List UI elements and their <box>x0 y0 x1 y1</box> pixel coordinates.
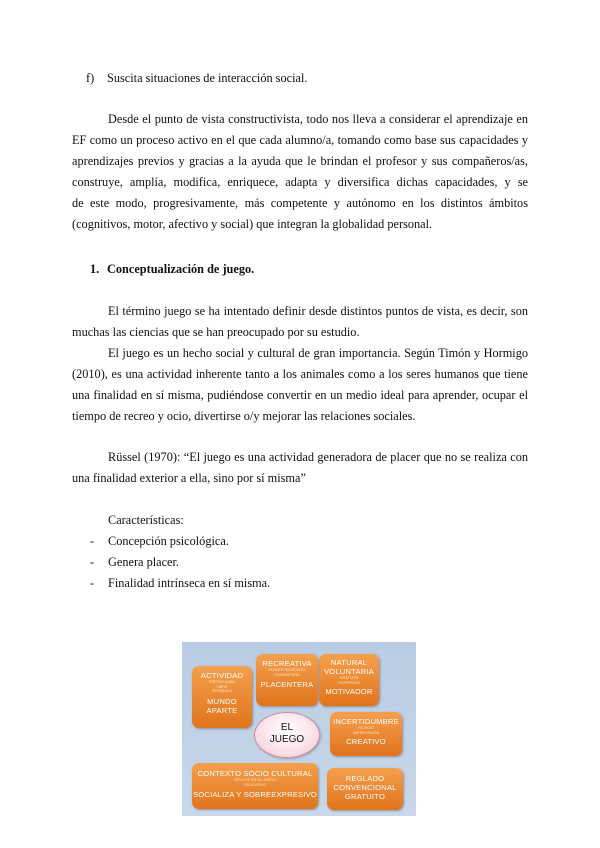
heading-number: 1. <box>90 262 100 276</box>
box-title: CONVENCIONAL <box>333 783 397 792</box>
box-title: MUNDO <box>207 696 237 706</box>
center-label: JUEGO <box>269 734 305 745</box>
paragraph-line: El juego es un hecho social y cultural de gran importancia. Según Timón y Hormigo <box>108 346 528 360</box>
box-title: GRATUITO <box>344 792 386 801</box>
box-title: VOLUNTARIA <box>324 667 374 676</box>
box-subtext: EXPRESIVA <box>338 680 360 685</box>
box-subtext: IMPROVISADA <box>352 730 380 735</box>
dash-marker: - <box>90 576 95 590</box>
box-natural <box>319 654 379 706</box>
box-subtext: FICTICIO <box>357 726 375 730</box>
dash-marker: - <box>90 555 95 569</box>
box-recreativa <box>256 654 318 706</box>
box-actividad <box>192 666 252 728</box>
list-marker: f) <box>86 71 95 85</box>
paragraph-line: (2010), es una actividad inherente tanto a los animales como a los seres humanos que tiene <box>72 367 528 381</box>
paragraph-line: de este modo, progresivamente, más competente y autónomo en los distintos ámbitos <box>72 196 528 210</box>
list-item-f <box>86 70 308 87</box>
box-title: PLACENTERA <box>260 680 314 690</box>
box-title: ACTIVIDAD <box>200 671 244 680</box>
list-item <box>90 533 229 550</box>
box-subtext: PLACER INMEDIATO <box>268 668 306 672</box>
list-item <box>90 575 271 592</box>
box-incertidumbre <box>330 712 402 756</box>
box-subtext: LIBRE <box>216 684 228 689</box>
box-title: CREATIVO <box>346 737 386 747</box>
box-subtext: SEPARADA <box>211 689 233 694</box>
paragraph-line: El término juego se ha intentado definir desde distintos puntos de vista, es decir, son <box>108 304 528 318</box>
list-item-text: Suscita situaciones de interacción social. <box>107 71 308 85</box>
box-title: CONTEXTO SOCIO CULTURAL <box>197 769 313 778</box>
characteristics-title: Características: <box>108 513 184 527</box>
box-title: SOCIALIZA Y SOBREEXPRESIVO <box>193 790 317 800</box>
box-title: NATURAL <box>330 658 368 667</box>
box-reglado <box>327 768 403 810</box>
paragraph-line: tiempo de recreo y ocio, divertirse o/y mejorar las relaciones sociales. <box>72 409 416 423</box>
list-item-text: Finalidad intrínseca en sí misma. <box>108 576 271 590</box>
box-contexto <box>192 763 318 809</box>
list-item-text: Concepción psicológica. <box>108 534 229 548</box>
box-subtext: EDUCATIVO <box>244 782 266 787</box>
paragraph-line: muchas las ciencias que se han preocupado por su estudio. <box>72 325 360 339</box>
heading-text: Conceptualización de juego. <box>107 262 255 276</box>
box-subtext: GRATUITA <box>339 676 359 680</box>
game-concept-diagram <box>182 642 416 816</box>
paragraph-line: EF como un proceso activo en el que cada alumno/a, tomando como base sus capacidades y <box>72 133 528 147</box>
list-item <box>90 554 180 571</box>
center-label: EL <box>280 722 294 733</box>
quote-line: Rüssel (1970): “El juego es una actividad generadora de placer que no se realiza con <box>108 450 528 464</box>
quote-line: una finalidad exterior a ella, sino por sí misma” <box>72 471 306 485</box>
paragraph-line: una finalidad en sí misma, pudiéndose convertir en un medio ideal para aprender, ocupar el <box>72 388 528 402</box>
paragraph-line: aprendizajes previos y gracias a la ayuda que le brindan el profesor y sus compañeros/as, <box>72 154 528 168</box>
box-subtext: ESPONTÁNEA <box>209 680 235 684</box>
paragraph-line: construye, amplía, modifica, enriquece, adapta y diversifica dichas capacidades, y se <box>72 175 528 189</box>
box-subtext: INFLUYE EN EL JUEGO <box>233 778 277 782</box>
box-title: REGLADO <box>345 774 385 783</box>
box-title: INCERTIDUMBRE <box>333 717 399 726</box>
section-heading <box>90 261 255 278</box>
box-title: APARTE <box>206 705 238 715</box>
box-subtext: PLACENTERA <box>274 672 300 677</box>
box-title: RECREATIVA <box>262 659 312 668</box>
paragraph-line: (cognitivos, motor, afectivo y social) que integran la globalidad personal. <box>72 217 433 231</box>
dash-marker: - <box>90 534 95 548</box>
paragraph-line: Desde el punto de vista constructivista, todo nos lleva a considerar el aprendizaje en <box>108 112 528 126</box>
list-item-text: Genera placer. <box>108 555 180 569</box>
box-title: MOTIVADOR <box>325 687 373 697</box>
center-ellipse-el-juego <box>254 712 320 758</box>
